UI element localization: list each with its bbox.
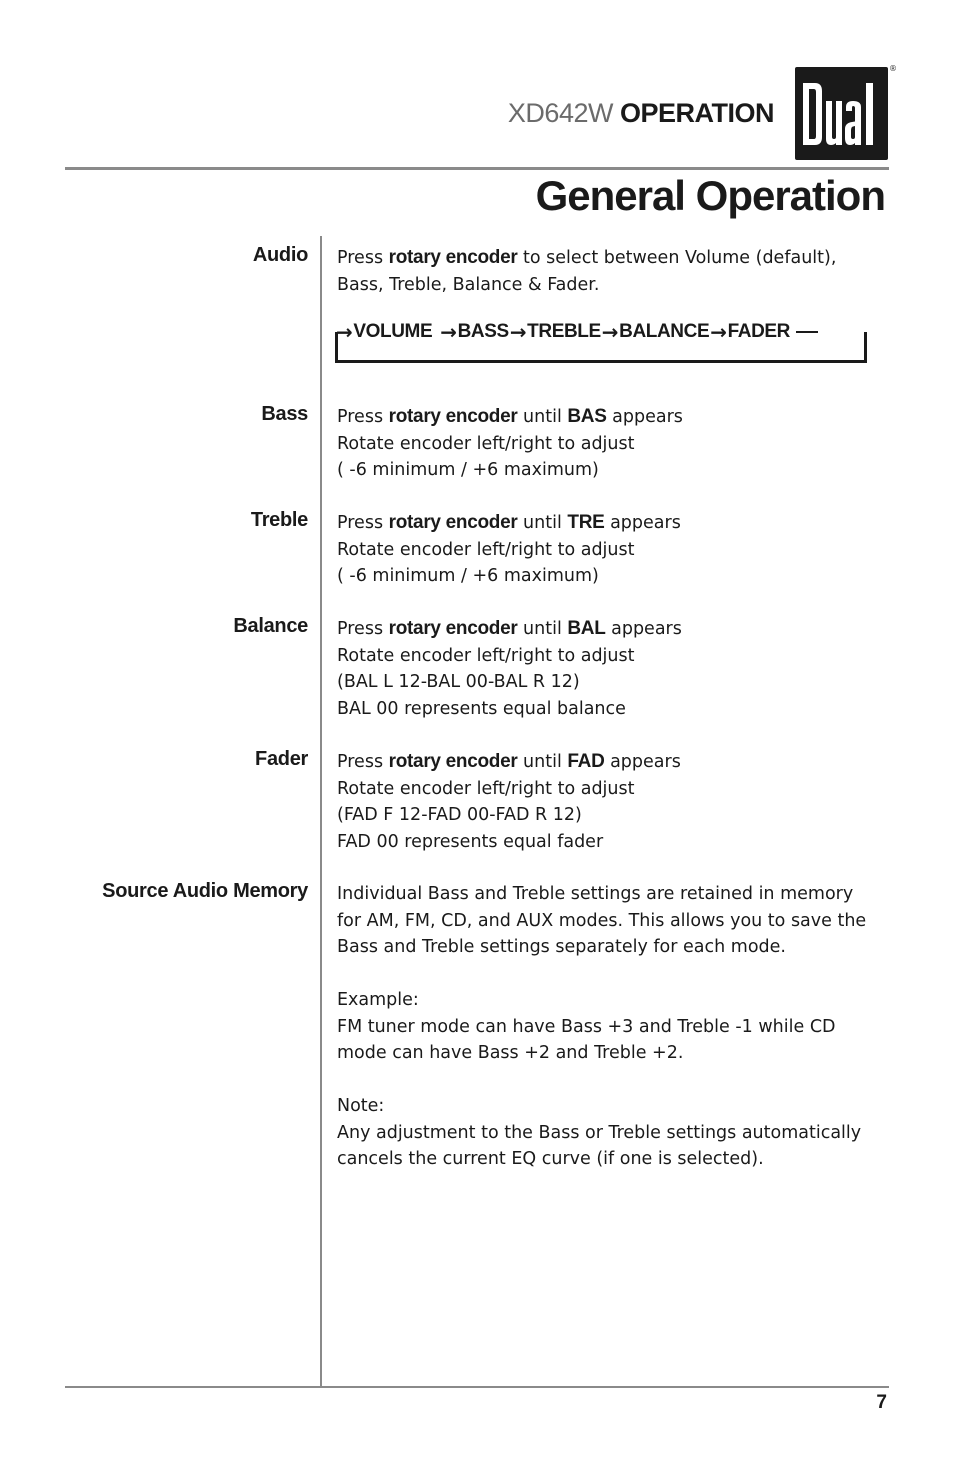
fader-description <box>337 749 897 855</box>
bass-line-2: Rotate encoder left/right to adjust <box>337 433 635 454</box>
text: appears <box>606 407 683 427</box>
sam-para-line: Bass and Treble settings separately for each mode. <box>337 937 786 957</box>
page-number: 7 <box>876 1392 887 1413</box>
audio-line-2: Bass, Treble, Balance & Fader. <box>337 274 600 295</box>
text: Press <box>337 248 389 268</box>
fader-line-3: (FAD F 12-FAD 00-FAD R 12) <box>337 805 582 825</box>
example-heading: Example: <box>337 990 419 1010</box>
note-line: cancels the current EQ curve (if one is selected). <box>337 1149 764 1169</box>
keyword-rotary-encoder: rotary encoder <box>388 618 518 639</box>
text: appears <box>604 752 681 772</box>
text: until <box>517 619 568 639</box>
text: Press <box>337 619 389 639</box>
dual-logo-mark <box>795 67 888 160</box>
balance-line-2: Rotate encoder left/right to adjust <box>337 645 635 666</box>
model-name: XD642W <box>507 98 613 128</box>
example-line: mode can have Bass +2 and Treble +2. <box>337 1043 684 1063</box>
arrow-right-icon: → <box>601 320 619 344</box>
fader-line-1 <box>337 749 897 776</box>
balance-line-3: (BAL L 12-BAL 00-BAL R 12) <box>337 672 580 692</box>
registered-mark: ® <box>889 64 897 73</box>
label-source-audio-memory: Source Audio Memory <box>102 880 308 902</box>
flow-step-fader: FADER <box>727 321 790 342</box>
treble-line-3: ( -6 minimum / +6 maximum) <box>337 566 599 586</box>
note-heading: Note: <box>337 1096 385 1116</box>
flow-sequence <box>335 318 865 346</box>
footer-divider <box>65 1386 889 1388</box>
flow-step-treble: TREBLE <box>527 321 601 342</box>
keyword-rotary-encoder: rotary encoder <box>388 406 518 427</box>
column-divider <box>320 236 322 1388</box>
label-audio: Audio <box>252 244 308 266</box>
text: until <box>517 407 568 427</box>
bass-line-3: ( -6 minimum / +6 maximum) <box>337 460 599 480</box>
bass-line-1 <box>337 404 897 431</box>
arrow-right-icon: → <box>509 320 527 344</box>
label-balance: Balance <box>233 615 308 637</box>
balance-line-4: BAL 00 represents equal balance <box>337 698 626 719</box>
treble-line-1 <box>337 510 897 537</box>
text: appears <box>604 513 681 533</box>
example-line: FM tuner mode can have Bass +3 and Treble -1 while CD <box>337 1016 836 1037</box>
keyword-rotary-encoder: rotary encoder <box>388 751 518 772</box>
display-code-bal: BAL <box>567 618 606 639</box>
header-divider <box>65 167 889 170</box>
treble-description <box>337 510 897 590</box>
flow-step-balance: BALANCE <box>619 321 710 342</box>
dual-logo <box>795 67 888 160</box>
text: to select between Volume (default), <box>517 248 837 268</box>
display-code-tre: TRE <box>567 512 605 533</box>
section-header <box>508 98 774 129</box>
audio-line-1 <box>337 245 897 272</box>
flow-step-volume: VOLUME <box>353 321 433 342</box>
source-audio-memory-description <box>337 881 897 1173</box>
fader-line-2: Rotate encoder left/right to adjust <box>337 778 635 799</box>
bass-description <box>337 404 897 484</box>
display-code-fad: FAD <box>567 751 605 772</box>
flow-return-line <box>796 331 818 333</box>
sam-para-line: Individual Bass and Treble settings are retained in memory <box>337 884 854 904</box>
text: Press <box>337 752 389 772</box>
label-fader: Fader <box>255 748 308 770</box>
text: Press <box>337 513 389 533</box>
treble-line-2: Rotate encoder left/right to adjust <box>337 539 635 560</box>
text: until <box>517 513 568 533</box>
operation-label: OPERATION <box>619 98 774 128</box>
text: Press <box>337 407 389 427</box>
balance-line-1 <box>337 616 897 643</box>
note-line: Any adjustment to the Bass or Treble settings automatically <box>337 1122 862 1143</box>
page-title: General Operation <box>535 172 885 219</box>
flow-step-bass: BASS <box>457 321 509 342</box>
label-treble: Treble <box>250 509 308 531</box>
audio-description <box>337 245 897 298</box>
arrow-right-icon: → <box>440 320 457 344</box>
arrow-right-icon: → <box>336 320 353 344</box>
audio-mode-flow-diagram <box>335 318 865 364</box>
keyword-rotary-encoder: rotary encoder <box>388 512 518 533</box>
display-code-bas: BAS <box>567 406 607 427</box>
text: appears <box>605 619 682 639</box>
fader-line-4: FAD 00 represents equal fader <box>337 831 604 852</box>
keyword-rotary-encoder: rotary encoder <box>388 247 518 268</box>
label-bass: Bass <box>261 403 308 425</box>
text: until <box>517 752 568 772</box>
sam-para-line: for AM, FM, CD, and AUX modes. This allows you to save the <box>337 910 867 931</box>
balance-description <box>337 616 897 722</box>
arrow-right-icon: → <box>710 320 727 344</box>
